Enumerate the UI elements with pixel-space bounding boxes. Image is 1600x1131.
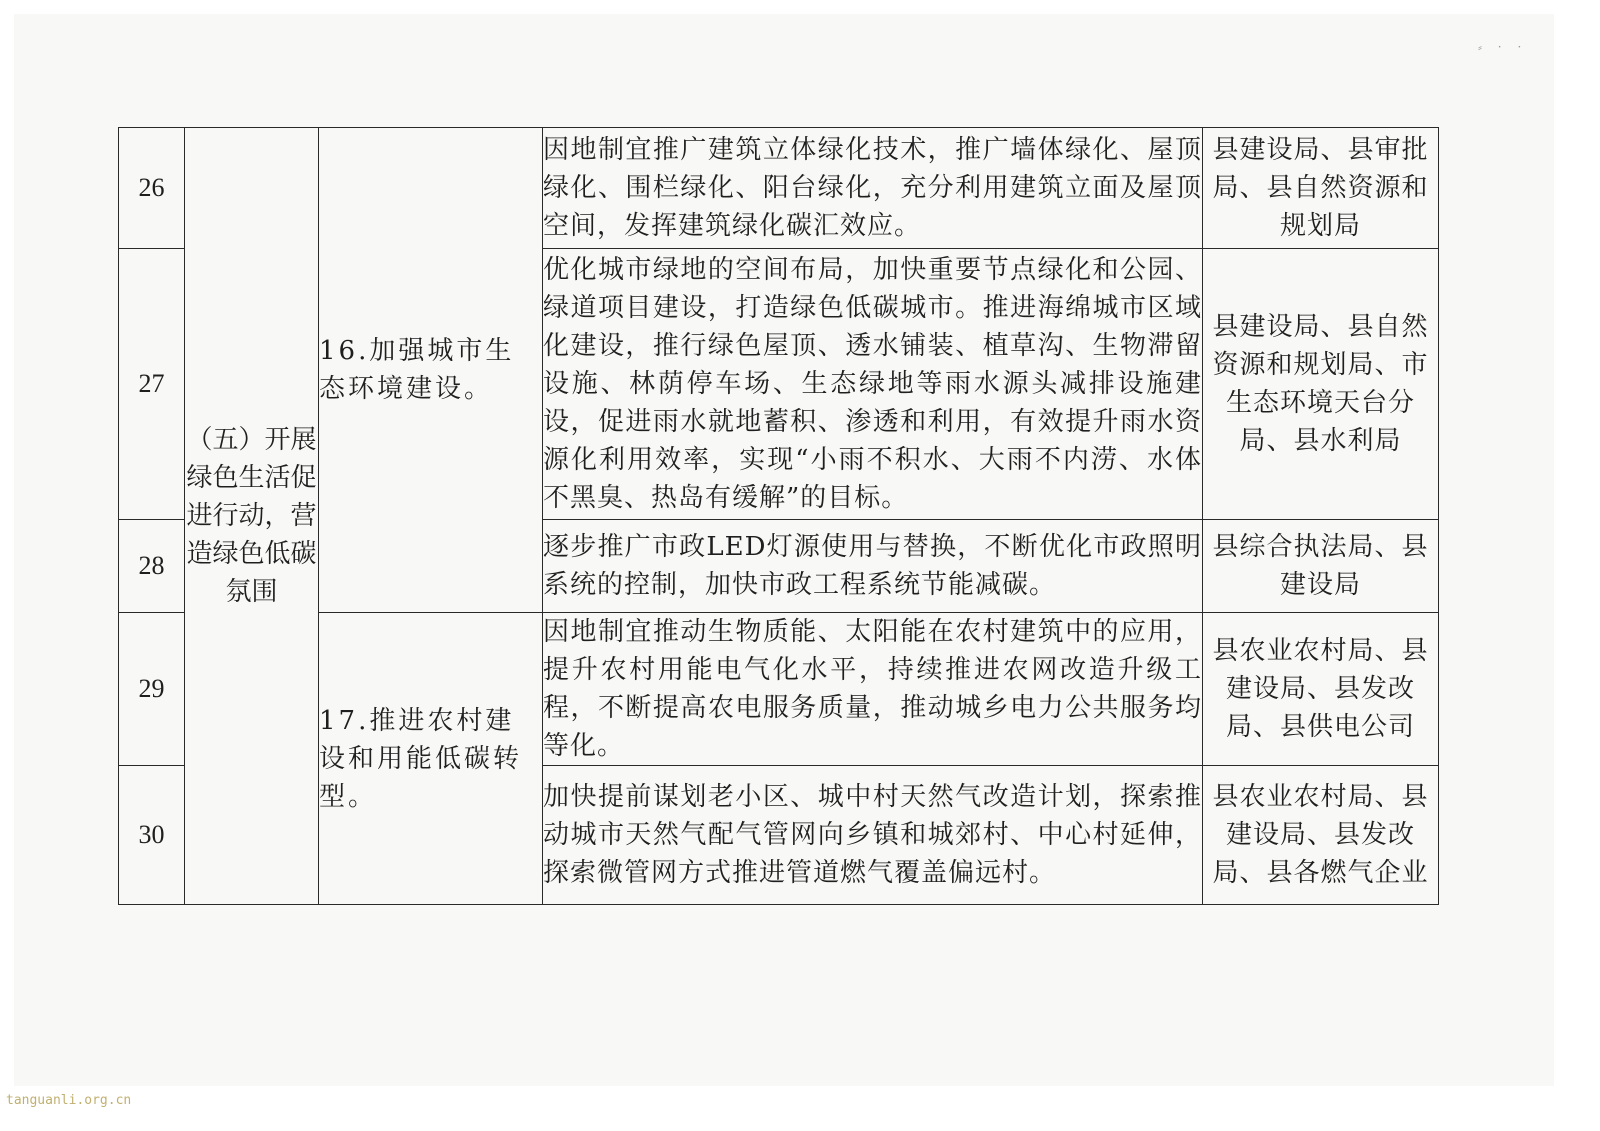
- task-table: [118, 127, 1439, 905]
- content-cell: 因地制宜推广建筑立体绿化技术，推广墙体绿化、屋顶绿化、围栏绿化、阳台绿化，充分利用建筑立面及屋顶空间，发挥建筑绿化碳汇效应。: [543, 128, 1203, 249]
- department-cell: 县建设局、县自然资源和规划局、市生态环境天台分局、县水利局: [1203, 249, 1439, 520]
- content-cell: 因地制宜推动生物质能、太阳能在农村建筑中的应用，提升农村用能电气化水平，持续推进农网改造升级工程，不断提高农电服务质量，推动城乡电力公共服务均等化。: [543, 613, 1203, 766]
- content-cell: 加快提前谋划老小区、城中村天然气改造计划，探索推动城市天然气配气管网向乡镇和城郊村、中心村延伸，探索微管网方式推进管道燃气覆盖偏远村。: [543, 766, 1203, 905]
- task-cell: 16.加强城市生态环境建设。: [319, 128, 543, 613]
- row-number: 29: [119, 613, 185, 766]
- department-cell: 县综合执法局、县建设局: [1203, 520, 1439, 613]
- watermark: tanguanli.org.cn: [6, 1093, 132, 1108]
- row-number: 30: [119, 766, 185, 905]
- row-number: 27: [119, 249, 185, 520]
- department-cell: 县农业农村局、县建设局、县发改局、县供电公司: [1203, 613, 1439, 766]
- content-cell: 优化城市绿地的空间布局，加快重要节点绿化和公园、绿道项目建设，打造绿色低碳城市。推进海绵城市区域化建设，推行绿色屋顶、透水铺装、植草沟、生物滞留设施、林荫停车场、生态绿地等雨水源头减排设施建设，促进雨水就地蓄积、渗透和利用，有效提升雨水资源化利用效率，实现“小雨不积水、大雨不内涝、水体不黑臭、热岛有缓解”的目标。: [543, 249, 1203, 520]
- department-cell: 县农业农村局、县建设局、县发改局、县各燃气企业: [1203, 766, 1439, 905]
- department-cell: 县建设局、县审批局、县自然资源和规划局: [1203, 128, 1439, 249]
- category-cell: （五）开展绿色生活促进行动，营造绿色低碳氛围: [185, 128, 319, 905]
- corner-mark: ⸗ · ·: [1478, 40, 1528, 54]
- table-row: [119, 128, 1439, 249]
- content-cell: 逐步推广市政LED灯源使用与替换，不断优化市政照明系统的控制，加快市政工程系统节能减碳。: [543, 520, 1203, 613]
- row-number: 28: [119, 520, 185, 613]
- task-cell: 17.推进农村建设和用能低碳转型。: [319, 613, 543, 905]
- row-number: 26: [119, 128, 185, 249]
